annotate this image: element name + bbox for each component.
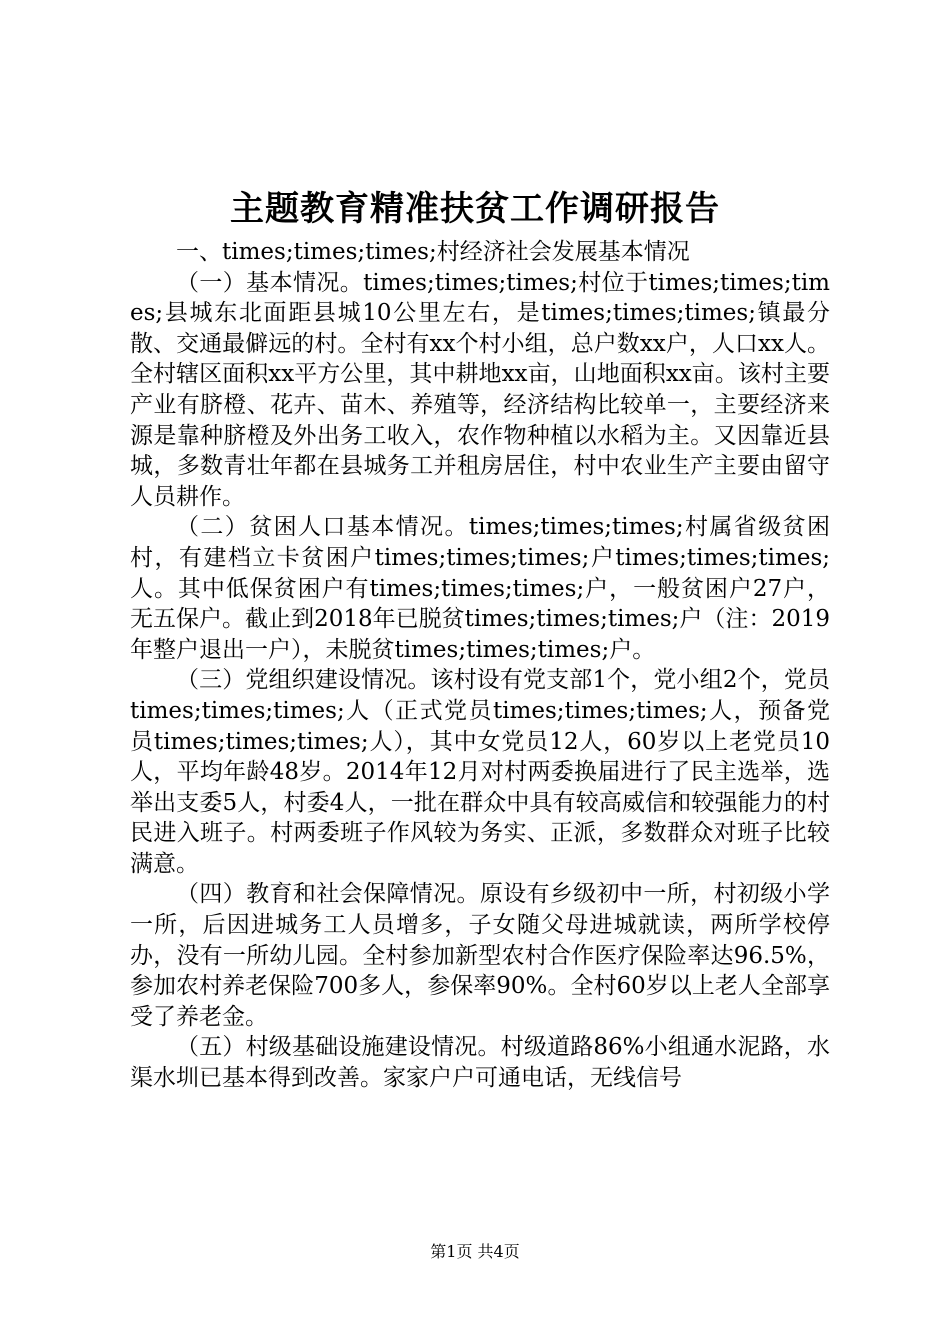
document-title: 主题教育精准扶贫工作调研报告 <box>230 189 720 229</box>
page-footer: 第1页 共4页 <box>430 1242 520 1261</box>
paragraph-infrastructure: （五）村级基础设施建设情况。村级道路86%小组通水泥路，水渠水圳已基本得到改善。家家户户可通电话，无线信号 <box>130 1034 830 1092</box>
paragraph-party-organization: （三）党组织建设情况。该村设有党支部1个，党小组2个，党员times;times;times;人（正式党员times;times;times;人，预备党员times;times;times;人），其中女党员12人，60岁以上老党员10人，平均年龄48岁。2014年12月对村两委换届进行了民主选举，选举出支委5人，村委4人，一批在群众中具有较高威信和较强能力的村民进入班子。村两委班子作风较为务实、正派，多数群众对班子比较满意。 <box>130 667 830 877</box>
paragraph-education-social-security: （四）教育和社会保障情况。原设有乡级初中一所，村初级小学一所，后因进城务工人员增多，子女随父母进城就读，两所学校停办，没有一所幼儿园。全村参加新型农村合作医疗保险率达96.5%，参加农村养老保险700多人，参保率90%。全村60岁以上老人全部享受了养老金。 <box>130 881 830 1030</box>
document-body <box>130 237 830 1094</box>
section-heading: 一、times;times;times;村经济社会发展基本情况 <box>176 239 690 265</box>
paragraph-basic-situation: （一）基本情况。times;times;times;村位于times;times;times;县城东北面距县城10公里左右，是times;times;times;镇最分散、交通最僻远的村。全村有xx个村小组，总户数xx户，人口xx人。全村辖区面积xx平方公里，其中耕地xx亩，山地面积xx亩。该村主要产业有脐橙、花卉、苗木、养殖等，经济结构比较单一，主要经济来源是靠种脐橙及外出务工收入，农作物种植以水稻为主。又因靠近县城，多数青壮年都在县城务工并租房居住，村中农业生产主要由留守人员耕作。 <box>130 269 830 510</box>
paragraph-poverty-population: （二）贫困人口基本情况。times;times;times;村属省级贫困村，有建档立卡贫困户times;times;times;户times;times;times;人。其中低保贫困户有times;times;times;户，一般贫困户27户，无五保户。截止到2018年已脱贫times;times;times;户（注：2019年整户退出一户），未脱贫times;times;times;户。 <box>130 514 830 663</box>
